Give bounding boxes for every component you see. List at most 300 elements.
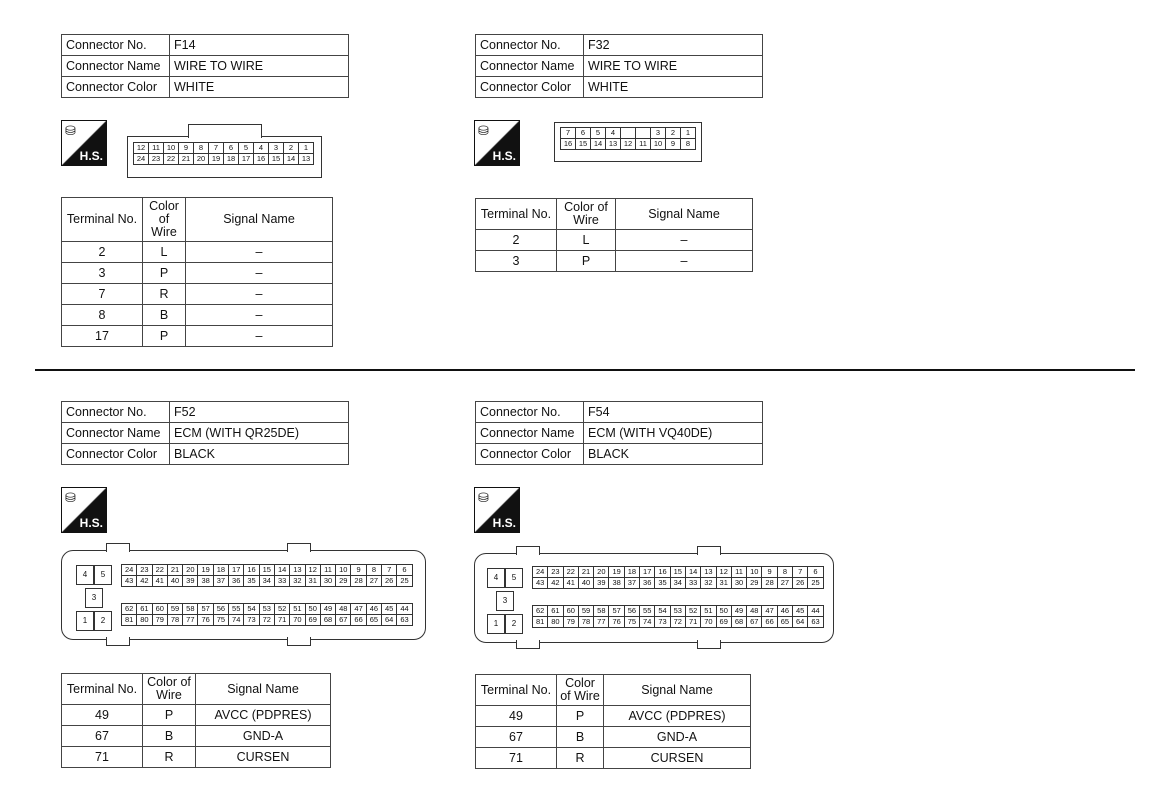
pin-cell: 28 <box>761 577 777 589</box>
info-value: BLACK <box>584 444 763 465</box>
pin-cell: 34 <box>670 577 686 589</box>
column-header: Terminal No. <box>62 674 143 705</box>
connector-tab <box>516 640 540 649</box>
table-row <box>62 402 349 423</box>
connector-icon: ⛁ <box>65 123 76 138</box>
pin-cell: 32 <box>700 577 716 589</box>
pin-cell: 25 <box>807 577 823 589</box>
pin-cell: 27 <box>366 575 382 587</box>
pin-cell: 54 <box>243 603 259 615</box>
table-row <box>62 263 333 284</box>
table-row <box>476 251 753 272</box>
pin-cell: 14 <box>283 153 299 165</box>
terminal-table <box>475 674 751 769</box>
pin-cell: 42 <box>547 577 563 589</box>
table-cell: P <box>557 706 604 727</box>
table-row <box>476 748 751 769</box>
pin-cell: 23 <box>136 564 152 576</box>
pin-cell: 4 <box>253 142 269 154</box>
column-header: Terminal No. <box>476 199 557 230</box>
pin-cell: 80 <box>136 614 152 626</box>
pin-cell: 4 <box>487 568 505 588</box>
pin-cell: 53 <box>670 605 686 617</box>
pin-cell: 58 <box>593 605 609 617</box>
pin-cell: 1 <box>487 614 505 634</box>
column-header: Signal Name <box>604 675 751 706</box>
pin-cell: 17 <box>228 564 244 576</box>
pin-cell: 23 <box>148 153 164 165</box>
pin-cell: 39 <box>593 577 609 589</box>
pin-cell: 64 <box>381 614 397 626</box>
pin-cell: 5 <box>238 142 254 154</box>
pin-cell: 51 <box>700 605 716 617</box>
pin-cell: 61 <box>547 605 563 617</box>
pin-cell: 48 <box>746 605 762 617</box>
pin-cell: 12 <box>620 138 636 150</box>
connector-tab <box>287 637 311 646</box>
info-key: Connector Color <box>476 77 584 98</box>
pin-cell: 21 <box>167 564 183 576</box>
pin-cell: 28 <box>350 575 366 587</box>
pin-cell: 11 <box>731 566 747 578</box>
info-key: Connector No. <box>62 35 170 56</box>
pin-cell: 36 <box>639 577 655 589</box>
info-value: WIRE TO WIRE <box>170 56 349 77</box>
connector-tab <box>287 543 311 552</box>
pin-cell: 55 <box>228 603 244 615</box>
pin-cell: 79 <box>563 616 579 628</box>
pin-cell: 67 <box>335 614 351 626</box>
table-row <box>62 444 349 465</box>
info-key: Connector No. <box>476 402 584 423</box>
pin-cell: 76 <box>608 616 624 628</box>
pin-cell: 67 <box>746 616 762 628</box>
pin-cell: 23 <box>547 566 563 578</box>
pin-cell: 15 <box>268 153 284 165</box>
column-header: Color of Wire <box>143 674 196 705</box>
pin-cell: 59 <box>167 603 183 615</box>
info-key: Connector No. <box>62 402 170 423</box>
pin-grid <box>560 127 695 149</box>
connector-tab <box>106 637 130 646</box>
connector-icon: ⛁ <box>478 123 489 138</box>
pin-cell: 21 <box>178 153 194 165</box>
table-cell: P <box>143 326 186 347</box>
pin-cell: 18 <box>223 153 239 165</box>
table-cell: – <box>186 242 333 263</box>
pin-cell: 10 <box>335 564 351 576</box>
table-header-row <box>476 675 751 706</box>
column-header: Color of Wire <box>557 675 604 706</box>
table-header-row <box>476 199 753 230</box>
table-row <box>476 727 751 748</box>
hs-label: H.S. <box>79 516 103 530</box>
pin-cell: 65 <box>366 614 382 626</box>
info-key: Connector Name <box>62 423 170 444</box>
table-cell: GND-A <box>196 726 331 747</box>
terminal-table <box>475 198 753 272</box>
pin-cell: 46 <box>777 605 793 617</box>
info-value: WHITE <box>584 77 763 98</box>
pin-cell: 5 <box>505 568 523 588</box>
table-cell: – <box>186 305 333 326</box>
table-row <box>62 326 333 347</box>
connector-tab <box>697 546 721 555</box>
pin-cell: 19 <box>608 566 624 578</box>
pin-cell: 65 <box>777 616 793 628</box>
terminal-table <box>61 197 333 347</box>
pin-cell: 10 <box>746 566 762 578</box>
info-value: F54 <box>584 402 763 423</box>
table-row <box>62 77 349 98</box>
pin-cell: 22 <box>152 564 168 576</box>
pin-cell: 14 <box>274 564 290 576</box>
pin-cell: 57 <box>608 605 624 617</box>
pin-cell: 19 <box>208 153 224 165</box>
pin-cell: 52 <box>274 603 290 615</box>
pin-cell: 74 <box>639 616 655 628</box>
pin-cell: 72 <box>670 616 686 628</box>
pin-cell: 15 <box>259 564 275 576</box>
pin-cell: 81 <box>121 614 137 626</box>
pin-cell: 45 <box>381 603 397 615</box>
table-row <box>476 423 763 444</box>
pin-cell: 22 <box>563 566 579 578</box>
hs-icon <box>61 120 107 166</box>
table-cell: P <box>143 705 196 726</box>
table-cell: P <box>143 263 186 284</box>
pin-cell: 20 <box>182 564 198 576</box>
table-row <box>62 284 333 305</box>
pin-cell: 16 <box>560 138 576 150</box>
pin-cell: 18 <box>213 564 229 576</box>
pin-cell: 4 <box>605 127 621 139</box>
pin-cell: 63 <box>396 614 412 626</box>
pin-cell: 75 <box>213 614 229 626</box>
pin-cell: 57 <box>197 603 213 615</box>
pin-cell: 68 <box>731 616 747 628</box>
column-header: Terminal No. <box>62 198 143 242</box>
table-row <box>476 402 763 423</box>
table-cell: R <box>143 747 196 768</box>
pin-cell: 37 <box>624 577 640 589</box>
info-value: F14 <box>170 35 349 56</box>
pin-cell: 7 <box>208 142 224 154</box>
pin-cell: 60 <box>152 603 168 615</box>
pin-cell: 44 <box>396 603 412 615</box>
pin-cell: 45 <box>792 605 808 617</box>
pin-cell: 7 <box>381 564 397 576</box>
pin-cell: 30 <box>320 575 336 587</box>
hs-label: H.S. <box>79 149 103 163</box>
table-cell: 8 <box>62 305 143 326</box>
table-row <box>476 706 751 727</box>
table-row <box>62 423 349 444</box>
pin-cell: 33 <box>685 577 701 589</box>
pin-cell: 50 <box>716 605 732 617</box>
pin-cell: 13 <box>298 153 314 165</box>
hs-label: H.S. <box>492 516 516 530</box>
pin-cell: 69 <box>716 616 732 628</box>
table-cell: L <box>557 230 616 251</box>
pin-cell: 13 <box>700 566 716 578</box>
pin-cell: 5 <box>94 565 112 585</box>
table-cell: – <box>186 284 333 305</box>
pin-cell: 80 <box>547 616 563 628</box>
column-header: Signal Name <box>186 198 333 242</box>
pin-cell: 10 <box>163 142 179 154</box>
table-row <box>62 242 333 263</box>
pin-cell: 39 <box>182 575 198 587</box>
pin-cell: 37 <box>213 575 229 587</box>
table-cell: AVCC (PDPRES) <box>604 706 751 727</box>
table-cell: CURSEN <box>196 747 331 768</box>
pin-cell: 61 <box>136 603 152 615</box>
pin-cell: 8 <box>193 142 209 154</box>
connector-tab <box>516 546 540 555</box>
hs-icon <box>61 487 107 533</box>
pin-cell: 79 <box>152 614 168 626</box>
pin-cell: 2 <box>505 614 523 634</box>
pin-cell: 62 <box>532 605 548 617</box>
pin-cell: 69 <box>305 614 321 626</box>
table-header-row <box>62 198 333 242</box>
pin-cell: 70 <box>289 614 305 626</box>
pin-cell: 3 <box>268 142 284 154</box>
column-header: Signal Name <box>196 674 331 705</box>
pin-cell: 16 <box>654 566 670 578</box>
pin-cell: 15 <box>575 138 591 150</box>
pin-cell: 66 <box>350 614 366 626</box>
pin-cell: 14 <box>590 138 606 150</box>
pin-cell: 59 <box>578 605 594 617</box>
table-row <box>476 35 763 56</box>
pin-cell: 31 <box>305 575 321 587</box>
pin-cell: 8 <box>680 138 696 150</box>
connector-tab <box>697 640 721 649</box>
table-cell: – <box>186 326 333 347</box>
pin-cell: 73 <box>654 616 670 628</box>
pin-cell: 64 <box>792 616 808 628</box>
pin-cell: 1 <box>298 142 314 154</box>
pin-cell: 12 <box>305 564 321 576</box>
pin-cell: 41 <box>152 575 168 587</box>
pin-cell: 63 <box>807 616 823 628</box>
table-cell: L <box>143 242 186 263</box>
pin-cell: 62 <box>121 603 137 615</box>
pin-cell: 5 <box>590 127 606 139</box>
pin-cell: 22 <box>163 153 179 165</box>
pin-cell: 68 <box>320 614 336 626</box>
pin-cell: 73 <box>243 614 259 626</box>
pin-cell: 75 <box>624 616 640 628</box>
pin-cell: 58 <box>182 603 198 615</box>
pin-cell: 66 <box>761 616 777 628</box>
table-row <box>62 56 349 77</box>
pin-cell: 78 <box>167 614 183 626</box>
pin-cell: 43 <box>121 575 137 587</box>
hs-icon <box>474 487 520 533</box>
column-header: Terminal No. <box>476 675 557 706</box>
table-cell: R <box>143 284 186 305</box>
pin-cell: 13 <box>605 138 621 150</box>
table-cell: 3 <box>62 263 143 284</box>
pin-cell: 24 <box>532 566 548 578</box>
section-divider <box>35 369 1135 371</box>
pin-cell: 16 <box>243 564 259 576</box>
pin-cell: 24 <box>133 153 149 165</box>
pin-cell: 13 <box>289 564 305 576</box>
pin-cell: 19 <box>197 564 213 576</box>
pin-cell: 26 <box>381 575 397 587</box>
pin-cell: 7 <box>560 127 576 139</box>
pin-cell: 8 <box>366 564 382 576</box>
table-cell: – <box>186 263 333 284</box>
info-value: F32 <box>584 35 763 56</box>
connector-tab <box>106 543 130 552</box>
connector-latch <box>188 124 262 138</box>
pin-cell: 36 <box>228 575 244 587</box>
pin-cell: 30 <box>731 577 747 589</box>
pin-cell: 41 <box>563 577 579 589</box>
column-header: Signal Name <box>616 199 753 230</box>
info-key: Connector Color <box>62 77 170 98</box>
info-key: Connector Name <box>62 56 170 77</box>
pin-cell: 78 <box>578 616 594 628</box>
pin-grid <box>532 605 823 627</box>
column-header: Color of Wire <box>557 199 616 230</box>
pin-cell: 4 <box>76 565 94 585</box>
pin-cell: 18 <box>624 566 640 578</box>
pin-cell: 42 <box>136 575 152 587</box>
pin-cell: 70 <box>700 616 716 628</box>
pin-grid <box>121 603 412 625</box>
table-cell: 7 <box>62 284 143 305</box>
info-key: Connector Name <box>476 423 584 444</box>
pin-cell: 25 <box>396 575 412 587</box>
pin-cell: 43 <box>532 577 548 589</box>
pin-cell: 38 <box>197 575 213 587</box>
pin-cell: 31 <box>716 577 732 589</box>
pin-cell: 77 <box>593 616 609 628</box>
pin-grid <box>121 564 412 586</box>
pin-cell: 40 <box>578 577 594 589</box>
table-cell: 17 <box>62 326 143 347</box>
pin-cell: 51 <box>289 603 305 615</box>
table-cell: – <box>616 230 753 251</box>
pin-cell: 71 <box>274 614 290 626</box>
connector-info-table <box>61 401 349 465</box>
pin-cell: 2 <box>94 611 112 631</box>
table-cell: GND-A <box>604 727 751 748</box>
pin-cell: 17 <box>238 153 254 165</box>
terminal-table <box>61 673 331 768</box>
table-cell: B <box>143 305 186 326</box>
table-row <box>476 444 763 465</box>
connector-info-table <box>475 401 763 465</box>
pin-cell: 77 <box>182 614 198 626</box>
pin-cell: 9 <box>761 566 777 578</box>
hs-label: H.S. <box>492 149 516 163</box>
table-cell: B <box>557 727 604 748</box>
pin-cell: 6 <box>223 142 239 154</box>
table-cell: CURSEN <box>604 748 751 769</box>
info-key: Connector Color <box>62 444 170 465</box>
pin-cell: 6 <box>807 566 823 578</box>
pin-cell: 1 <box>680 127 696 139</box>
pin-cell: 1 <box>76 611 94 631</box>
pin-cell: 29 <box>335 575 351 587</box>
pin-cell: 6 <box>575 127 591 139</box>
table-row <box>62 726 331 747</box>
pin-cell: 7 <box>792 566 808 578</box>
table-cell: 49 <box>476 706 557 727</box>
pin-cell: 55 <box>639 605 655 617</box>
pin-cell: 2 <box>665 127 681 139</box>
table-row <box>476 56 763 77</box>
pin-cell: 15 <box>670 566 686 578</box>
pin-cell: 2 <box>283 142 299 154</box>
pin-cell: 9 <box>350 564 366 576</box>
pin-cell: 20 <box>193 153 209 165</box>
table-row <box>476 77 763 98</box>
column-header: Color of Wire <box>143 198 186 242</box>
pin-cell: 8 <box>777 566 793 578</box>
pin-cell: 54 <box>654 605 670 617</box>
pin-cell: 20 <box>593 566 609 578</box>
table-row <box>62 747 331 768</box>
pin-cell: 10 <box>650 138 666 150</box>
pin-cell: 76 <box>197 614 213 626</box>
table-cell: 3 <box>476 251 557 272</box>
table-row <box>62 305 333 326</box>
hs-icon <box>474 120 520 166</box>
pin-cell: 17 <box>639 566 655 578</box>
pin-cell: 3 <box>650 127 666 139</box>
info-key: Connector Name <box>476 56 584 77</box>
pin-cell: 35 <box>243 575 259 587</box>
table-cell: R <box>557 748 604 769</box>
pin-cell: 3 <box>85 588 103 608</box>
pin-cell: 53 <box>259 603 275 615</box>
table-cell: 2 <box>62 242 143 263</box>
pin-grid <box>532 566 823 588</box>
pin-cell: 6 <box>396 564 412 576</box>
pin-cell: 14 <box>685 566 701 578</box>
pin-cell: 21 <box>578 566 594 578</box>
pin-cell: 16 <box>253 153 269 165</box>
table-row <box>62 35 349 56</box>
table-cell: 49 <box>62 705 143 726</box>
pin-cell: 52 <box>685 605 701 617</box>
pin-cell: 32 <box>289 575 305 587</box>
pin-cell: 56 <box>624 605 640 617</box>
info-key: Connector No. <box>476 35 584 56</box>
pin-cell: 34 <box>259 575 275 587</box>
pin-cell: 9 <box>178 142 194 154</box>
table-cell: 71 <box>476 748 557 769</box>
info-value: ECM (WITH QR25DE) <box>170 423 349 444</box>
pin-cell: 9 <box>665 138 681 150</box>
pin-cell: 72 <box>259 614 275 626</box>
table-cell: AVCC (PDPRES) <box>196 705 331 726</box>
pin-cell: 40 <box>167 575 183 587</box>
connector-icon: ⛁ <box>65 490 76 505</box>
table-cell: B <box>143 726 196 747</box>
pin-cell: 71 <box>685 616 701 628</box>
info-value: WIRE TO WIRE <box>584 56 763 77</box>
table-row <box>476 230 753 251</box>
